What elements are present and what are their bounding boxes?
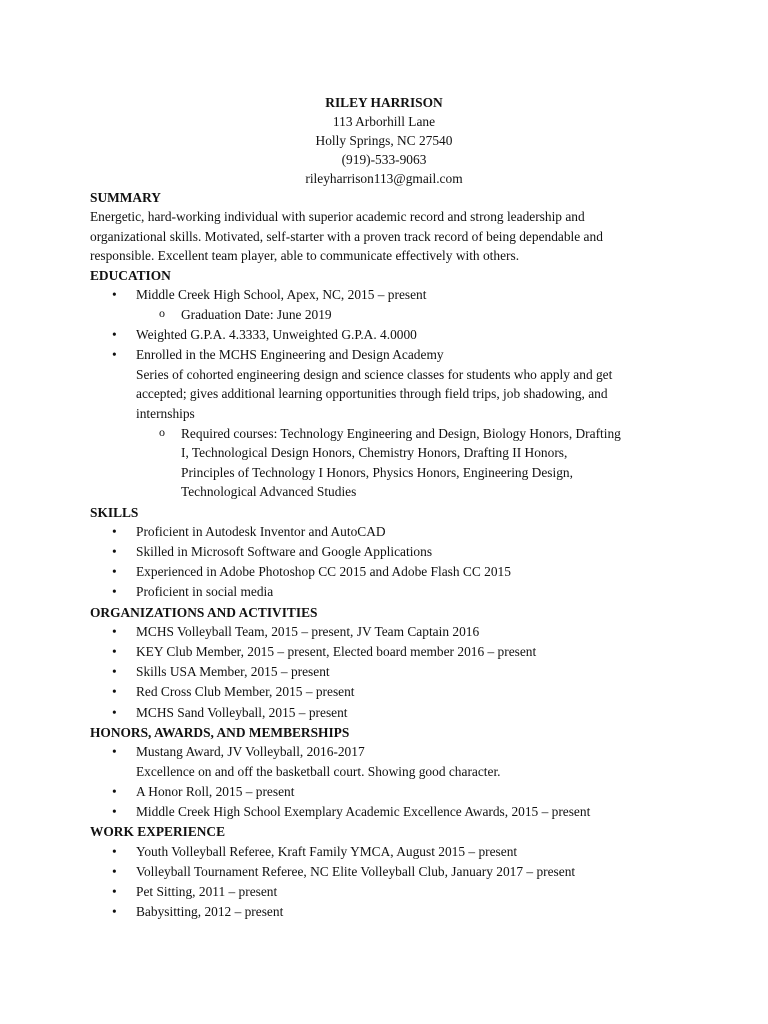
courses-line: Principles of Technology I Honors, Physics Honors, Engineering Design, bbox=[181, 464, 573, 480]
summary-heading: SUMMARY bbox=[90, 190, 161, 205]
organization-item: • MCHS Sand Volleyball, 2015 – present bbox=[90, 703, 690, 723]
city-state-zip: Holly Springs, NC 27540 bbox=[315, 133, 453, 148]
organization-item: • Red Cross Club Member, 2015 – present bbox=[90, 682, 690, 702]
honor-desc: Excellence on and off the basketball court. Showing good character. bbox=[136, 763, 501, 779]
education-graduation: o Graduation Date: June 2019 bbox=[90, 305, 690, 325]
phone-number: (919)-533-9063 bbox=[341, 152, 427, 167]
courses-line: I, Technological Design Honors, Chemistry Honors, Drafting II Honors, bbox=[181, 445, 568, 461]
academy-desc-line: Series of cohorted engineering design and science classes for students who apply and get bbox=[136, 366, 613, 382]
academy-desc-line: internships bbox=[136, 405, 195, 421]
skill-item: • Proficient in Autodesk Inventor and AutoCAD bbox=[90, 522, 690, 542]
organizations-heading: ORGANIZATIONS AND ACTIVITIES bbox=[90, 604, 318, 620]
academy-desc-line: accepted; gives additional learning opportunities through field trips, job shadowing, and bbox=[136, 386, 608, 402]
street-address: 113 Arborhill Lane bbox=[332, 114, 436, 129]
organization-item: • Skills USA Member, 2015 – present bbox=[90, 662, 690, 682]
work-item: • Babysitting, 2012 – present bbox=[90, 902, 690, 922]
organization-item: • MCHS Volleyball Team, 2015 – present, JV Team Captain 2016 bbox=[90, 622, 690, 642]
honor-item bbox=[90, 742, 690, 781]
organization-item: • KEY Club Member, 2015 – present, Elected board member 2016 – present bbox=[90, 642, 690, 662]
summary-line: organizational skills. Motivated, self-starter with a proven track record of being dependable and bbox=[90, 228, 603, 244]
work-heading: WORK EXPERIENCE bbox=[90, 823, 226, 839]
education-school: • Middle Creek High School, Apex, NC, 2015 – present bbox=[90, 285, 690, 305]
skills-heading: SKILLS bbox=[90, 504, 139, 520]
honor-title: • Mustang Award, JV Volleyball, 2016-2017 bbox=[136, 744, 365, 760]
resume-body bbox=[90, 188, 690, 922]
work-item: • Pet Sitting, 2011 – present bbox=[90, 882, 690, 902]
honors-list bbox=[90, 742, 690, 821]
summary-line: Energetic, hard-working individual with superior academic record and strong leadership and bbox=[90, 209, 585, 224]
education-academy bbox=[90, 345, 690, 423]
email-address: rileyharrison113@gmail.com bbox=[305, 171, 463, 186]
work-item: • Youth Volleyball Referee, Kraft Family YMCA, August 2015 – present bbox=[90, 842, 690, 862]
academy-title: • Enrolled in the MCHS Engineering and Design Academy bbox=[136, 347, 444, 363]
summary-text bbox=[90, 207, 690, 266]
summary-line: responsible. Excellent team player, able to communicate effectively with others. bbox=[90, 248, 520, 263]
courses-line: o Required courses: Technology Engineering and Design, Biology Honors, Drafting bbox=[181, 425, 621, 441]
skill-item: • Proficient in social media bbox=[90, 582, 690, 602]
honor-item: • Middle Creek High School Exemplary Academic Excellence Awards, 2015 – present bbox=[90, 802, 690, 822]
honor-item: • A Honor Roll, 2015 – present bbox=[90, 782, 690, 802]
work-item: • Volleyball Tournament Referee, NC Elite Volleyball Club, January 2017 – present bbox=[90, 862, 690, 882]
contact-header bbox=[0, 93, 768, 188]
courses-line: Technological Advanced Studies bbox=[181, 484, 357, 500]
skill-item: • Skilled in Microsoft Software and Google Applications bbox=[90, 542, 690, 562]
skills-list bbox=[90, 522, 690, 602]
education-list bbox=[90, 285, 690, 502]
organizations-list bbox=[90, 622, 690, 722]
honors-heading: HONORS, AWARDS, AND MEMBERSHIPS bbox=[90, 724, 350, 740]
education-courses bbox=[90, 424, 690, 502]
applicant-name: RILEY HARRISON bbox=[325, 95, 443, 110]
work-list bbox=[90, 842, 690, 922]
education-gpa: • Weighted G.P.A. 4.3333, Unweighted G.P.A. 4.0000 bbox=[90, 325, 690, 345]
education-heading: EDUCATION bbox=[90, 267, 171, 283]
skill-item: • Experienced in Adobe Photoshop CC 2015 and Adobe Flash CC 2015 bbox=[90, 562, 690, 582]
